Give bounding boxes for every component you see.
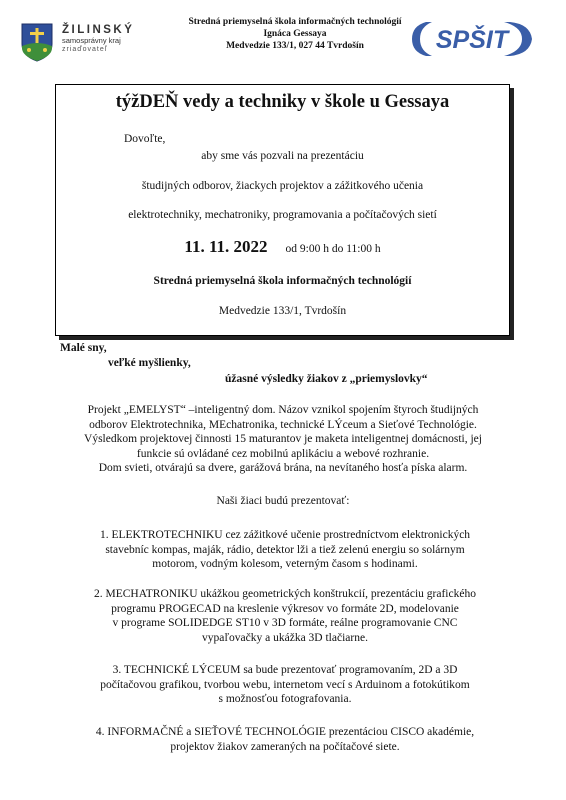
spsit-logo-icon	[408, 18, 536, 60]
invite-address: Medvedzie 133/1, Tvrdošín	[218, 305, 347, 317]
motto-line2: veľké myšlienky,	[108, 357, 191, 369]
list-item-line: počítačovou grafikou, tvorbou webu, internetom vecí s Arduinom a fotokútikom	[100, 678, 470, 691]
school-name-line1: Stredná priemyselná škola informačných technológií	[188, 17, 402, 27]
list-item	[60, 663, 510, 707]
greeting: Dovoľte,	[124, 133, 166, 145]
list-item-line: 3. TECHNICKÉ LÝCEUM sa bude prezentovať programovaním, 2D a 3D	[112, 664, 458, 676]
school-header	[150, 16, 440, 52]
spsit-logo	[408, 18, 536, 60]
invitation-box	[55, 84, 510, 336]
coat-of-arms-icon	[20, 22, 54, 62]
project-line: Dom svieti, otvárajú sa dvere, garážová brána, na nevítaného hosťa píska alarm.	[98, 462, 468, 475]
list-item	[60, 587, 510, 645]
list-item-line: 4. INFORMAČNÉ a SIEŤOVÉ TECHNOLÓGIE prezentáciou CISCO akadémie,	[95, 726, 475, 738]
school-name-line2: Ignáca Gessaya	[263, 29, 327, 39]
present-heading: Naši žiaci budú prezentovať:	[216, 495, 350, 507]
list-item-line: motorom, vodným kolesom, veterným časom s hodinami.	[152, 558, 418, 571]
svg-text:SPŠIT: SPŠIT	[435, 26, 509, 54]
project-paragraph	[55, 403, 511, 476]
event-time: od 9:00 h do 11:00 h	[285, 243, 381, 255]
kraj-founder-label: zriaďovateľ	[62, 46, 108, 53]
list-item-line: 2. MECHATRONIKU ukážkou geometrických konštrukcií, prezentáciu grafického	[94, 588, 476, 600]
project-line: funkcie sú ovládané cez mobilnú aplikáciu a webové rozhranie.	[136, 447, 430, 460]
motto-line1: Malé sny,	[60, 342, 107, 354]
list-item	[60, 528, 510, 572]
kraj-text-block	[62, 24, 134, 53]
invite-line1: aby sme vás pozvali na prezentáciu	[201, 150, 364, 162]
list-item-line: programu PROGECAD na kreslenie výkresov vo formáte 2D, modelovanie	[111, 602, 459, 615]
motto-line3: úžasné výsledky žiakov z „priemyslovky“	[225, 373, 428, 385]
event-title: týžDEŇ vedy a techniky v škole u Gessaya	[115, 92, 450, 112]
event-date: 11. 11. 2022	[184, 237, 268, 256]
list-item	[60, 725, 510, 754]
project-line: odborov Elektrotechnika, MEchatronika, technické LÝceum a Sieťové Technológie.	[89, 418, 477, 431]
list-item-line: vypaľovačky a ukážka 3D tlačiarne.	[202, 631, 368, 644]
kraj-subtitle: samosprávny kraj	[62, 36, 121, 45]
date-line	[56, 237, 509, 257]
list-item-line: v programe SOLIDEDGE ST10 v 3D formáte, reálne programovanie CNC	[112, 617, 458, 630]
kraj-title: ŽILINSKÝ	[62, 24, 135, 36]
list-item-line: stavebníc kompas, maják, rádio, detektor lži a tiež zelenú energiu so solárnym	[105, 543, 465, 556]
invite-line3: elektrotechniky, mechatroniky, programovania a počítačových sietí	[128, 209, 437, 221]
school-address: Medvedzie 133/1, 027 44 Tvrdošín	[226, 41, 364, 51]
list-item-line: 1. ELEKTROTECHNIKU cez zážitkové učenie prostredníctvom elektronických	[99, 529, 471, 541]
invite-school: Stredná priemyselná škola informačných technológií	[153, 275, 412, 287]
list-item-line: projektov žiakov zameraných na počítačové siete.	[170, 740, 400, 753]
invite-line2: študijných odborov, žiackych projektov a zážitkového učenia	[141, 180, 424, 192]
project-line: Výsledkom projektovej činnosti 15 maturantov je maketa inteligentnej domácnosti, jej	[84, 433, 482, 446]
project-line: Projekt „EMELYST“ –inteligentný dom. Názov vznikol spojením štyroch študijných	[87, 404, 479, 416]
list-item-line: s možnosťou fotografovania.	[218, 693, 352, 706]
